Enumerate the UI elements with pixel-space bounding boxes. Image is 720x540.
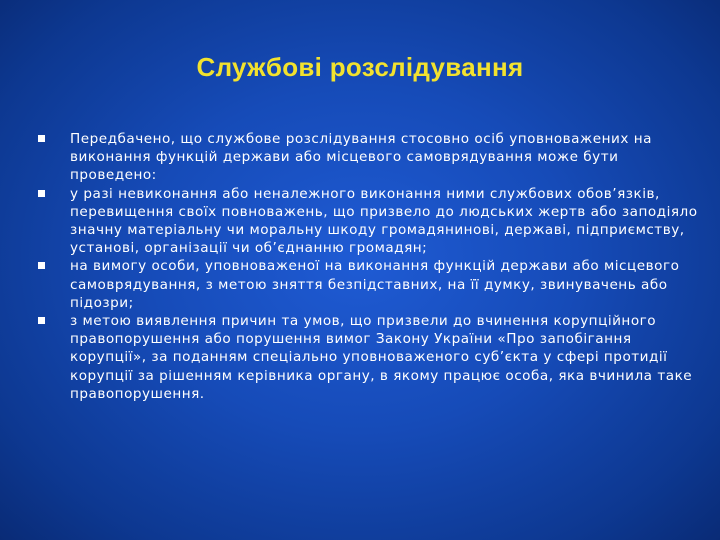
square-bullet-icon: [38, 317, 45, 324]
bullet-text: на вимогу особи, уповноваженої на виконання функцій держави або місцевого самоврядування, з метою зняття безпідставних, на її думку, звинувачень або підозри;: [70, 258, 680, 311]
bullet-item: [38, 257, 698, 312]
slide-title: Службові розслідування: [196, 52, 524, 82]
bullet-item: [38, 312, 698, 403]
bullet-list: [38, 130, 698, 403]
square-bullet-icon: [38, 135, 45, 142]
bullet-item: [38, 185, 698, 258]
bullet-item: [38, 130, 698, 185]
bullet-text: з метою виявлення причин та умов, що призвели до вчинення корупційного правопорушення або порушення вимог Закону України «Про запобігання корупції», за поданням спеціально уповноваженого суб’єкта у сфері протидії корупції за рішенням керівника органу, в якому працює особа, яка вчинила таке правопорушення.: [70, 313, 693, 402]
square-bullet-icon: [38, 190, 45, 197]
bullet-text: Передбачено, що службове розслідування стосовно осіб уповноважених на виконання функцій держави або місцевого самоврядування може бути проведено:: [70, 131, 652, 184]
square-bullet-icon: [38, 262, 45, 269]
bullet-text: у разі невиконання або неналежного виконання ними службових обов’язків, перевищення своїх повноважень, що призвело до людських жертв або заподіяло значну матеріальну чи моральну шкоду громадянинові, державі, підприємству, установі, організації чи об’єднанню громадян;: [70, 185, 698, 257]
